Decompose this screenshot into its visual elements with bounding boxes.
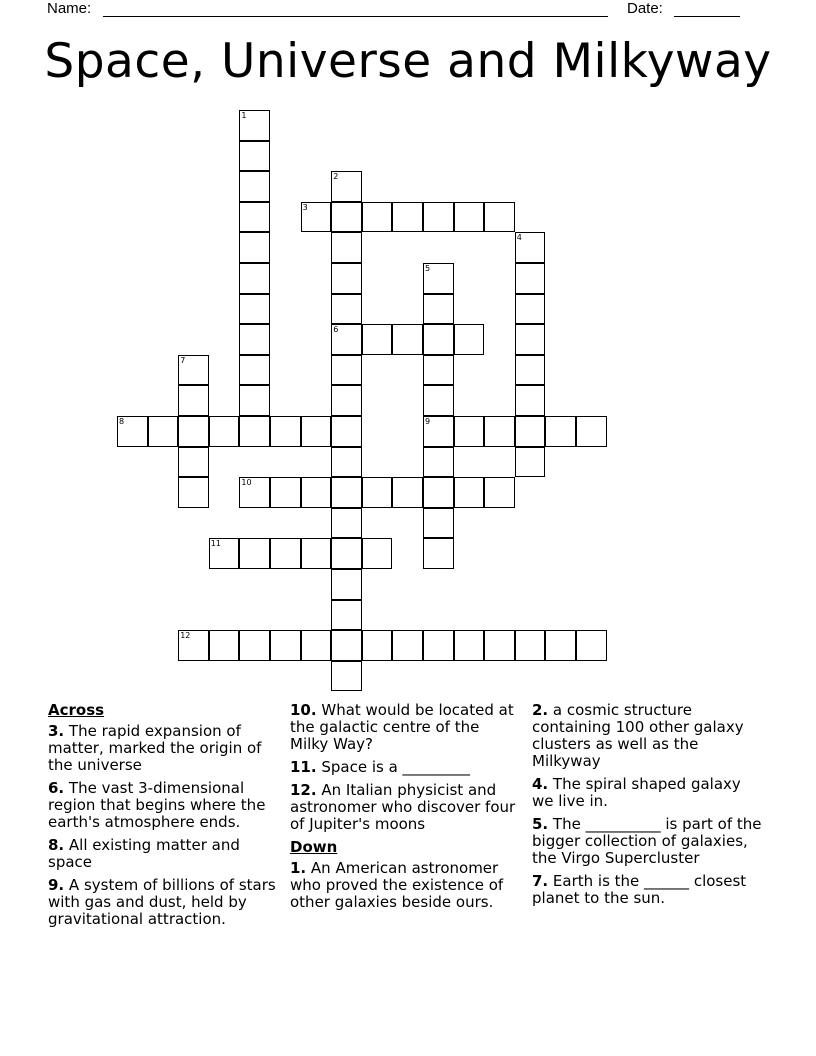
clue-down-2: 2. a cosmic structure containing 100 other galaxy clusters as well as the Milkyway: [532, 701, 744, 770]
grid-cell[interactable]: [515, 630, 546, 661]
grid-cell[interactable]: [331, 416, 362, 447]
clue-number: 12: [180, 631, 191, 641]
grid-cell[interactable]: [270, 630, 301, 661]
grid-cell[interactable]: [331, 538, 362, 569]
grid-cell[interactable]: [392, 477, 423, 508]
grid-cell[interactable]: [331, 508, 362, 539]
clue-across-6: 6. The vast 3-dimensional region that begins where the earth's atmosphere ends.: [48, 779, 266, 831]
clue-number: 11: [210, 539, 221, 549]
grid-cell[interactable]: [484, 630, 515, 661]
clue-across-10: 10. What would be located at the galactic centre of the Milky Way?: [290, 701, 514, 753]
clue-number: 10: [241, 478, 252, 488]
grid-cell[interactable]: [454, 202, 485, 233]
clue-down-7: 7. Earth is the ______ closest planet to the sun.: [532, 872, 747, 907]
grid-cell[interactable]: [209, 416, 240, 447]
clue-down-5: 5. The __________ is part of the bigger collection of galaxies, the Virgo Supercluster: [532, 815, 762, 867]
grid-cell[interactable]: [239, 324, 270, 355]
grid-cell[interactable]: [515, 385, 546, 416]
grid-cell[interactable]: [515, 324, 546, 355]
grid-cell[interactable]: [545, 416, 576, 447]
clue-down-4: 4. The spiral shaped galaxy we live in.: [532, 775, 741, 810]
grid-cell[interactable]: [331, 447, 362, 478]
clue-across-9: 9. A system of billions of stars with gas and dust, held by gravitational attraction.: [48, 876, 276, 928]
grid-cell[interactable]: [331, 355, 362, 386]
grid-cell[interactable]: [362, 538, 393, 569]
page-title: Space, Universe and Milkyway: [44, 34, 772, 89]
grid-cell[interactable]: [239, 202, 270, 233]
grid-cell[interactable]: [423, 324, 454, 355]
grid-cell[interactable]: [239, 141, 270, 172]
grid-cell[interactable]: [454, 324, 485, 355]
grid-cell[interactable]: [423, 508, 454, 539]
grid-cell[interactable]: [362, 477, 393, 508]
clue-across-12: 12. An Italian physicist and astronomer who discover four of Jupiter's moons: [290, 781, 516, 833]
grid-cell[interactable]: [209, 630, 240, 661]
grid-cell[interactable]: [178, 355, 209, 386]
grid-cell[interactable]: [423, 263, 454, 294]
clue-down-1: 1. An American astronomer who proved the existence of other galaxies beside ours.: [290, 859, 504, 911]
clue-number: 3: [302, 202, 308, 212]
grid-cell[interactable]: [423, 477, 454, 508]
grid-cell[interactable]: [484, 477, 515, 508]
grid-cell[interactable]: [301, 477, 332, 508]
grid-cell[interactable]: [178, 447, 209, 478]
grid-cell[interactable]: [331, 569, 362, 600]
grid-cell[interactable]: [331, 232, 362, 263]
date-label: Date:: [627, 0, 663, 17]
clue-number: 4: [516, 233, 522, 243]
grid-cell[interactable]: [423, 355, 454, 386]
grid-cell[interactable]: [117, 416, 148, 447]
grid-cell[interactable]: [545, 630, 576, 661]
grid-cell[interactable]: [239, 294, 270, 325]
grid-cell[interactable]: [270, 477, 301, 508]
grid-cell[interactable]: [362, 324, 393, 355]
grid-cell[interactable]: [178, 477, 209, 508]
grid-cell[interactable]: [239, 477, 270, 508]
clue-number: 1: [241, 111, 247, 120]
clues-column-1: [48, 702, 280, 934]
grid-cell[interactable]: [301, 630, 332, 661]
grid-cell[interactable]: [209, 538, 240, 569]
grid-cell[interactable]: [484, 416, 515, 447]
clue-number: 6: [333, 325, 339, 335]
grid-cell[interactable]: [239, 385, 270, 416]
grid-cell[interactable]: [239, 630, 270, 661]
grid-cell[interactable]: [484, 202, 515, 233]
grid-cell[interactable]: [148, 416, 179, 447]
grid-cell[interactable]: [362, 202, 393, 233]
grid-cell[interactable]: [515, 263, 546, 294]
clues-column-2: [290, 702, 522, 917]
grid-cell[interactable]: [301, 202, 332, 233]
grid-cell[interactable]: [239, 263, 270, 294]
grid-cell[interactable]: [392, 202, 423, 233]
grid-cell[interactable]: [239, 232, 270, 263]
grid-cell[interactable]: [331, 477, 362, 508]
grid-cell[interactable]: [392, 324, 423, 355]
grid-cell[interactable]: [515, 294, 546, 325]
grid-cell[interactable]: [454, 416, 485, 447]
across-heading: Across: [48, 701, 105, 719]
grid-cell[interactable]: [239, 416, 270, 447]
grid-cell[interactable]: [515, 447, 546, 478]
clue-number: 8: [119, 417, 125, 426]
grid-cell[interactable]: [270, 538, 301, 569]
grid-cell[interactable]: [178, 416, 209, 447]
grid-cell[interactable]: [331, 661, 362, 692]
grid-cell[interactable]: [423, 630, 454, 661]
grid-cell[interactable]: [331, 324, 362, 355]
grid-cell[interactable]: [270, 416, 301, 447]
grid-cell[interactable]: [423, 385, 454, 416]
grid-cell[interactable]: [331, 263, 362, 294]
grid-cell[interactable]: [423, 202, 454, 233]
grid-cell[interactable]: [423, 538, 454, 569]
grid-cell[interactable]: [362, 630, 393, 661]
grid-cell[interactable]: [239, 171, 270, 202]
grid-cell[interactable]: [454, 630, 485, 661]
grid-cell[interactable]: [423, 416, 454, 447]
grid-cell[interactable]: [178, 630, 209, 661]
clue-across-3: 3. The rapid expansion of matter, marked the origin of the universe: [48, 722, 262, 774]
grid-cell[interactable]: [423, 447, 454, 478]
grid-cell[interactable]: [423, 294, 454, 325]
grid-cell[interactable]: [331, 294, 362, 325]
grid-cell[interactable]: [178, 385, 209, 416]
grid-cell[interactable]: [301, 538, 332, 569]
grid-cell[interactable]: [515, 232, 546, 263]
clue-number: 7: [180, 355, 186, 365]
name-label: Name:: [47, 0, 92, 17]
grid-cell[interactable]: [392, 630, 423, 661]
clue-number: 5: [425, 264, 431, 273]
grid-cell[interactable]: [331, 630, 362, 661]
down-heading: Down: [290, 838, 338, 856]
clue-across-8: 8. All existing matter and space: [48, 836, 240, 871]
grid-cell[interactable]: [454, 477, 485, 508]
grid-cell[interactable]: [515, 416, 546, 447]
clue-number: 9: [425, 417, 431, 426]
grid-cell[interactable]: [576, 630, 607, 661]
grid-cell[interactable]: [331, 202, 362, 233]
grid-cell[interactable]: [239, 538, 270, 569]
grid-cell[interactable]: [515, 355, 546, 386]
grid-cell[interactable]: [331, 600, 362, 631]
clues-column-3: [532, 702, 764, 913]
grid-cell[interactable]: [239, 355, 270, 386]
grid-cell[interactable]: [576, 416, 607, 447]
grid-cell[interactable]: [331, 171, 362, 202]
clue-number: 2: [333, 172, 339, 182]
grid-cell[interactable]: [239, 110, 270, 141]
grid-cell[interactable]: [301, 416, 332, 447]
grid-cell[interactable]: [331, 385, 362, 416]
clue-across-11: 11. Space is a _________: [290, 758, 471, 776]
